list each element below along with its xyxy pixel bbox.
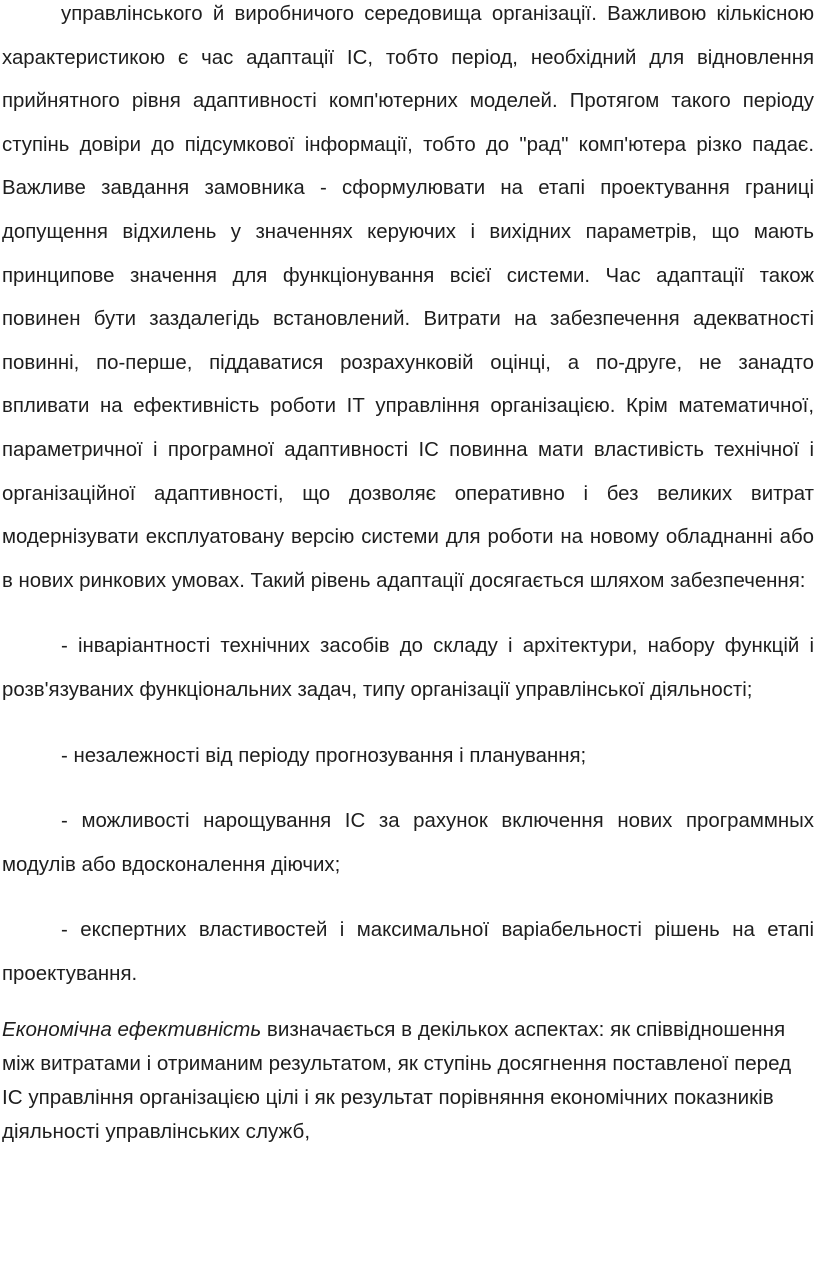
list-item-invariance: - інваріантності технічних засобів до складу і архітектури, набору функцій і розв'язуваних функціональних задач, типу організації управлінської діяльності; [2,635,814,701]
body-paragraph-economic-efficiency [2,1013,814,1149]
body-paragraph-adaptation: управлінського й виробничого середовища організації. Важливою кількісною характеристикою є час адаптації ІС, тобто період, необхідний для відновлення прийнятного рівня адаптивності комп'ютерних моделей. Протягом такого періоду ступінь довіри до підсумкової інформації, тобто до "рад" комп'ютера різко падає. Важливе завдання замовника - сформулювати на етапі проектування границі допущення відхилень у значеннях керуючих і вихідних параметрів, що мають принципове значення для функціонування всієї системи. Час адаптації також повинен бути заздалегідь встановлений. Витрати на забезпечення адекватності повинні, по-перше, піддаватися розрахунковій оцінці, а по-друге, не занадто впливати на ефективність роботи ІТ управління організацією. Крім математичної, параметричної і програмної адаптивності ІС повинна мати властивість технічної і організаційної адаптивності, що дозволяє оперативно і без великих витрат модернізувати експлуатовану версію системи для роботи на новому обладнанні або в нових ринкових умовах. Такий рівень адаптації досягається шляхом забезпечення: [2,3,814,592]
list-item-expert-properties: - експертних властивостей і максимальної варіабельності рішень на етапі проектування. [2,919,814,985]
term-economic-efficiency: Економічна ефективність [2,1018,262,1042]
economic-efficiency-definition: визначається в декількох аспектах: як співвідношення між витратами і отриманим результатом, як ступінь досягнення поставленої перед ІС управління організацією цілі і як результат порівняння економічних показників діяльності управлінських служб, [2,1018,792,1144]
list-item-scalability: - можливості нарощування ІС за рахунок включення нових программных модулів або вдосконалення діючих; [2,810,814,876]
list-item-independence: - незалежності від періоду прогнозування і планування; [61,744,587,767]
